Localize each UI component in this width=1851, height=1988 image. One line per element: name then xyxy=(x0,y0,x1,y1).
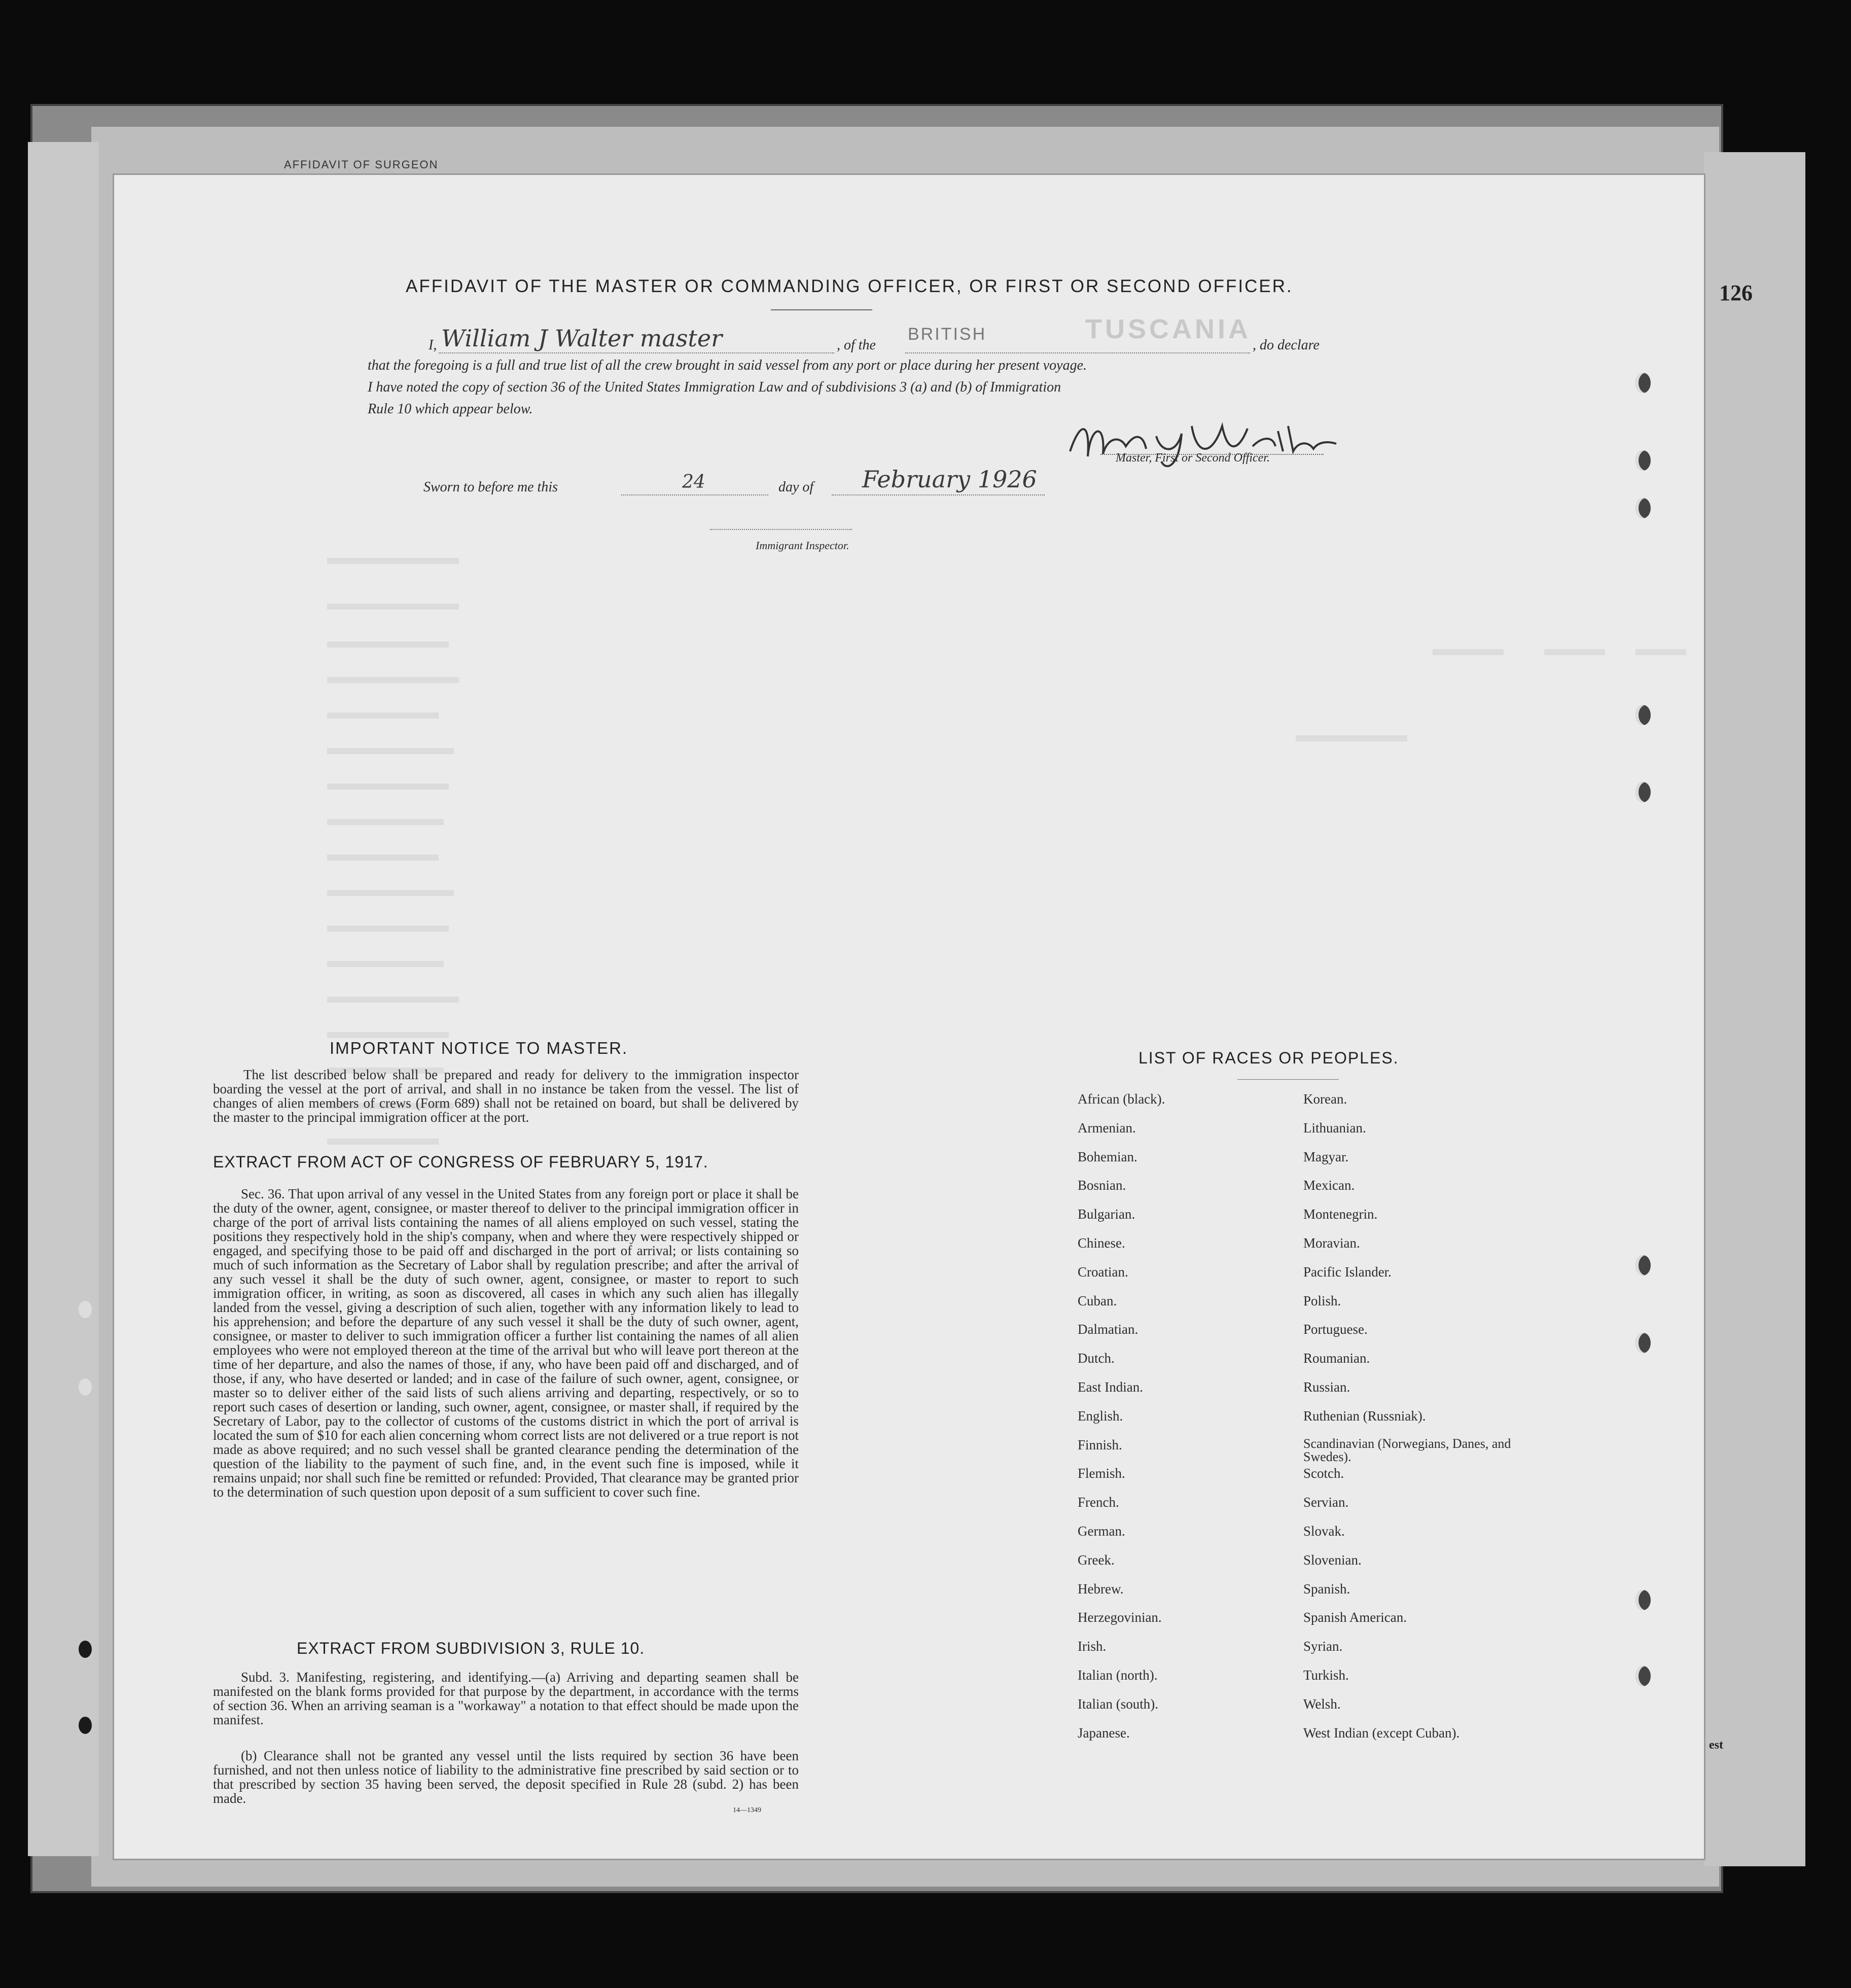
back-sheet-heading: AFFIDAVIT OF SURGEON xyxy=(284,158,439,171)
race-item: African (black). xyxy=(1078,1091,1165,1107)
race-item: Mexican. xyxy=(1303,1178,1355,1193)
race-item: Irish. xyxy=(1078,1639,1107,1654)
race-item: Lithuanian. xyxy=(1303,1120,1366,1135)
vessel-name-stamp: TUSCANIA xyxy=(1085,314,1251,344)
race-item: Slovak. xyxy=(1303,1523,1345,1539)
affidavit-page xyxy=(114,175,1704,1859)
race-item: Welsh. xyxy=(1303,1696,1341,1712)
race-item: Herzegovinian. xyxy=(1078,1610,1162,1625)
inspector-caption: Immigrant Inspector. xyxy=(756,539,849,552)
of-the-label: , of the xyxy=(837,337,876,353)
act-extract-text: Sec. 36. That upon arrival of any vessel in the United States from any foreign port or place it shall be the duty of the owner, agent, consignee, or master thereof to deliver to the principal immigration officer in charge of the port of arrival lists containing the names of all aliens employed on such vessel, stating the positions they respectively hold in the ship's company, when and where they were respectively shipped or engaged, and specifying those to be paid off and discharged in the port of arrival; or lists containing so much of such information as the Secretary of Labor shall by regulation prescribe; and after the arrival of any such vessel it shall be the duty of such owner, agent, consignee, or master to report to such immigration officer, in writing, as soon as discovered, all cases in which any such alien has illegally landed from the vessel, giving a description of such alien, together with any information likely to lead to his apprehension; and before the departure of any such vessel it shall be the duty of such owner, agent, consignee, or master to deliver to such immigration officer a further list containing the names of all alien employees who were not employed thereon at the time of the arrival but who will leave port thereon at the time of her departure, and also the names of those, if any, who have been paid off and discharged, and of those, if any, who have deserted or landed; and in case of the failure of such owner, agent, consignee, or master so to deliver either of the said lists of such aliens arriving and departing, respectively, or so to report such cases of desertion or landing, such owner, agent, consignee, or master shall, if required by the Secretary of Labor, pay to the collector of customs of the customs district in which the port of arrival is located the sum of $10 for each alien concerning whom correct lists are not delivered or a true report is not made as above required; and no such vessel shall be granted clearance pending the determination of the question of the liability to the payment of such fine, and, in the event such fine is imposed, while it remains unpaid; nor shall such fine be remitted or refunded: Provided, That clearance may be granted prior to the determination of such question upon deposit of a sum sufficient to cover such fine. xyxy=(213,1186,799,1500)
affidavit-title: AFFIDAVIT OF THE MASTER OR COMMANDING OFFICER, OR FIRST OR SECOND OFFICER. xyxy=(406,276,1293,296)
sworn-day-line xyxy=(621,494,768,495)
race-item: Dalmatian. xyxy=(1078,1322,1138,1337)
race-item: Flemish. xyxy=(1078,1466,1125,1481)
rule-extract-text-a: Subd. 3. Manifesting, registering, and identifying.—(a) Arriving and departing seamen shall be manifested on the blank forms provided for that purpose by the department, in accordance with the terms of section 36. When an arriving seaman is a "workaway" a notation to that effect should be made upon the manifest. xyxy=(213,1670,799,1727)
day-of-label: day of xyxy=(778,479,814,495)
race-item: West Indian (except Cuban). xyxy=(1303,1725,1460,1741)
race-item: Spanish. xyxy=(1303,1581,1350,1596)
inspector-line xyxy=(710,529,852,530)
rule-extract-text-b: (b) Clearance shall not be granted any vessel until the lists required by section 36 have been furnished, and not then unless notice of liability to the administrative fine prescribed by said section or to that prescribed by section 35 having been served, the deposit specified in Rule 28 (subd. 2) has been made. xyxy=(213,1748,799,1806)
race-item: Roumanian. xyxy=(1303,1351,1370,1366)
sworn-label: Sworn to before me this xyxy=(423,479,558,495)
races-divider xyxy=(1237,1079,1339,1080)
race-item: Pacific Islander. xyxy=(1303,1264,1392,1280)
i-label: I, xyxy=(429,337,437,353)
right-edge-fragment: est xyxy=(1709,1738,1723,1752)
sworn-month-year-handwritten: February 1926 xyxy=(862,466,1037,493)
race-item: English. xyxy=(1078,1408,1123,1424)
race-item: Ruthenian (Russniak). xyxy=(1303,1408,1426,1424)
master-name-line xyxy=(439,352,834,353)
form-code: 14—1349 xyxy=(733,1806,761,1814)
race-item: Scotch. xyxy=(1303,1466,1344,1481)
notice-title: IMPORTANT NOTICE TO MASTER. xyxy=(330,1039,628,1057)
race-item: Chinese. xyxy=(1078,1235,1125,1251)
declaration-line-1: that the foregoing is a full and true list of all the crew brought in said vessel from any port or place during her present voyage. xyxy=(368,358,1087,373)
left-underlying-sheet xyxy=(28,142,99,1856)
notice-text: The list described below shall be prepared and ready for delivery to the immigration inspector boarding the vessel at the port of arrival, and shall in no instance be taken from the vessel. The list of changes of alien members of crews (Form 689) shall not be retained on board, but shall be delivered by the master to the principal immigration officer at the port. xyxy=(213,1067,799,1125)
act-extract-title: EXTRACT FROM ACT OF CONGRESS OF FEBRUARY 5, 1917. xyxy=(213,1153,708,1171)
race-item: Greek. xyxy=(1078,1552,1115,1568)
sworn-month-line xyxy=(832,494,1045,495)
race-item: Croatian. xyxy=(1078,1264,1128,1280)
declaration-line-2: I have noted the copy of section 36 of the United States Immigration Law and of subdivisions 3 (a) and (b) of Immigration xyxy=(368,379,1061,395)
page-number: 126 xyxy=(1719,280,1753,305)
race-item: French. xyxy=(1078,1495,1119,1510)
title-divider xyxy=(771,309,872,310)
race-item: Italian (south). xyxy=(1078,1696,1158,1712)
race-item: Italian (north). xyxy=(1078,1667,1158,1683)
master-name-handwritten: William J Walter master xyxy=(441,325,723,352)
race-item: Polish. xyxy=(1303,1293,1341,1308)
race-item: Japanese. xyxy=(1078,1725,1130,1741)
race-item: Bohemian. xyxy=(1078,1149,1137,1164)
race-item: Moravian. xyxy=(1303,1235,1360,1251)
race-item: Korean. xyxy=(1303,1091,1347,1107)
declaration-line-3: Rule 10 which appear below. xyxy=(368,401,533,417)
do-declare-label: , do declare xyxy=(1253,337,1320,353)
race-item: Bulgarian. xyxy=(1078,1206,1135,1222)
race-item: Portuguese. xyxy=(1303,1322,1368,1337)
race-item: Dutch. xyxy=(1078,1351,1115,1366)
races-title: LIST OF RACES OR PEOPLES. xyxy=(1138,1049,1399,1067)
race-item: Finnish. xyxy=(1078,1437,1122,1452)
race-item: Spanish American. xyxy=(1303,1610,1407,1625)
race-item: Turkish. xyxy=(1303,1667,1349,1683)
race-item: Slovenian. xyxy=(1303,1552,1362,1568)
race-item: German. xyxy=(1078,1523,1125,1539)
race-item: Hebrew. xyxy=(1078,1581,1124,1596)
race-item: Bosnian. xyxy=(1078,1178,1126,1193)
race-item: Russian. xyxy=(1303,1379,1350,1395)
vessel-line xyxy=(905,352,1250,353)
right-underlying-sheet xyxy=(1704,152,1805,1866)
signature-caption: Master, First or Second Officer. xyxy=(1116,451,1270,465)
race-item: Syrian. xyxy=(1303,1639,1343,1654)
race-item: Cuban. xyxy=(1078,1293,1117,1308)
race-item: Scandinavian (Norwegians, Danes, and Swedes). xyxy=(1303,1436,1511,1464)
rule-extract-title: EXTRACT FROM SUBDIVISION 3, RULE 10. xyxy=(297,1639,645,1657)
master-signature xyxy=(1060,406,1344,482)
race-item: Servian. xyxy=(1303,1495,1349,1510)
race-item: Armenian. xyxy=(1078,1120,1136,1135)
race-item: East Indian. xyxy=(1078,1379,1143,1395)
nationality-stamp: BRITISH xyxy=(908,325,987,344)
race-item: Magyar. xyxy=(1303,1149,1349,1164)
race-item: Montenegrin. xyxy=(1303,1206,1378,1222)
sworn-day-handwritten: 24 xyxy=(682,472,705,492)
